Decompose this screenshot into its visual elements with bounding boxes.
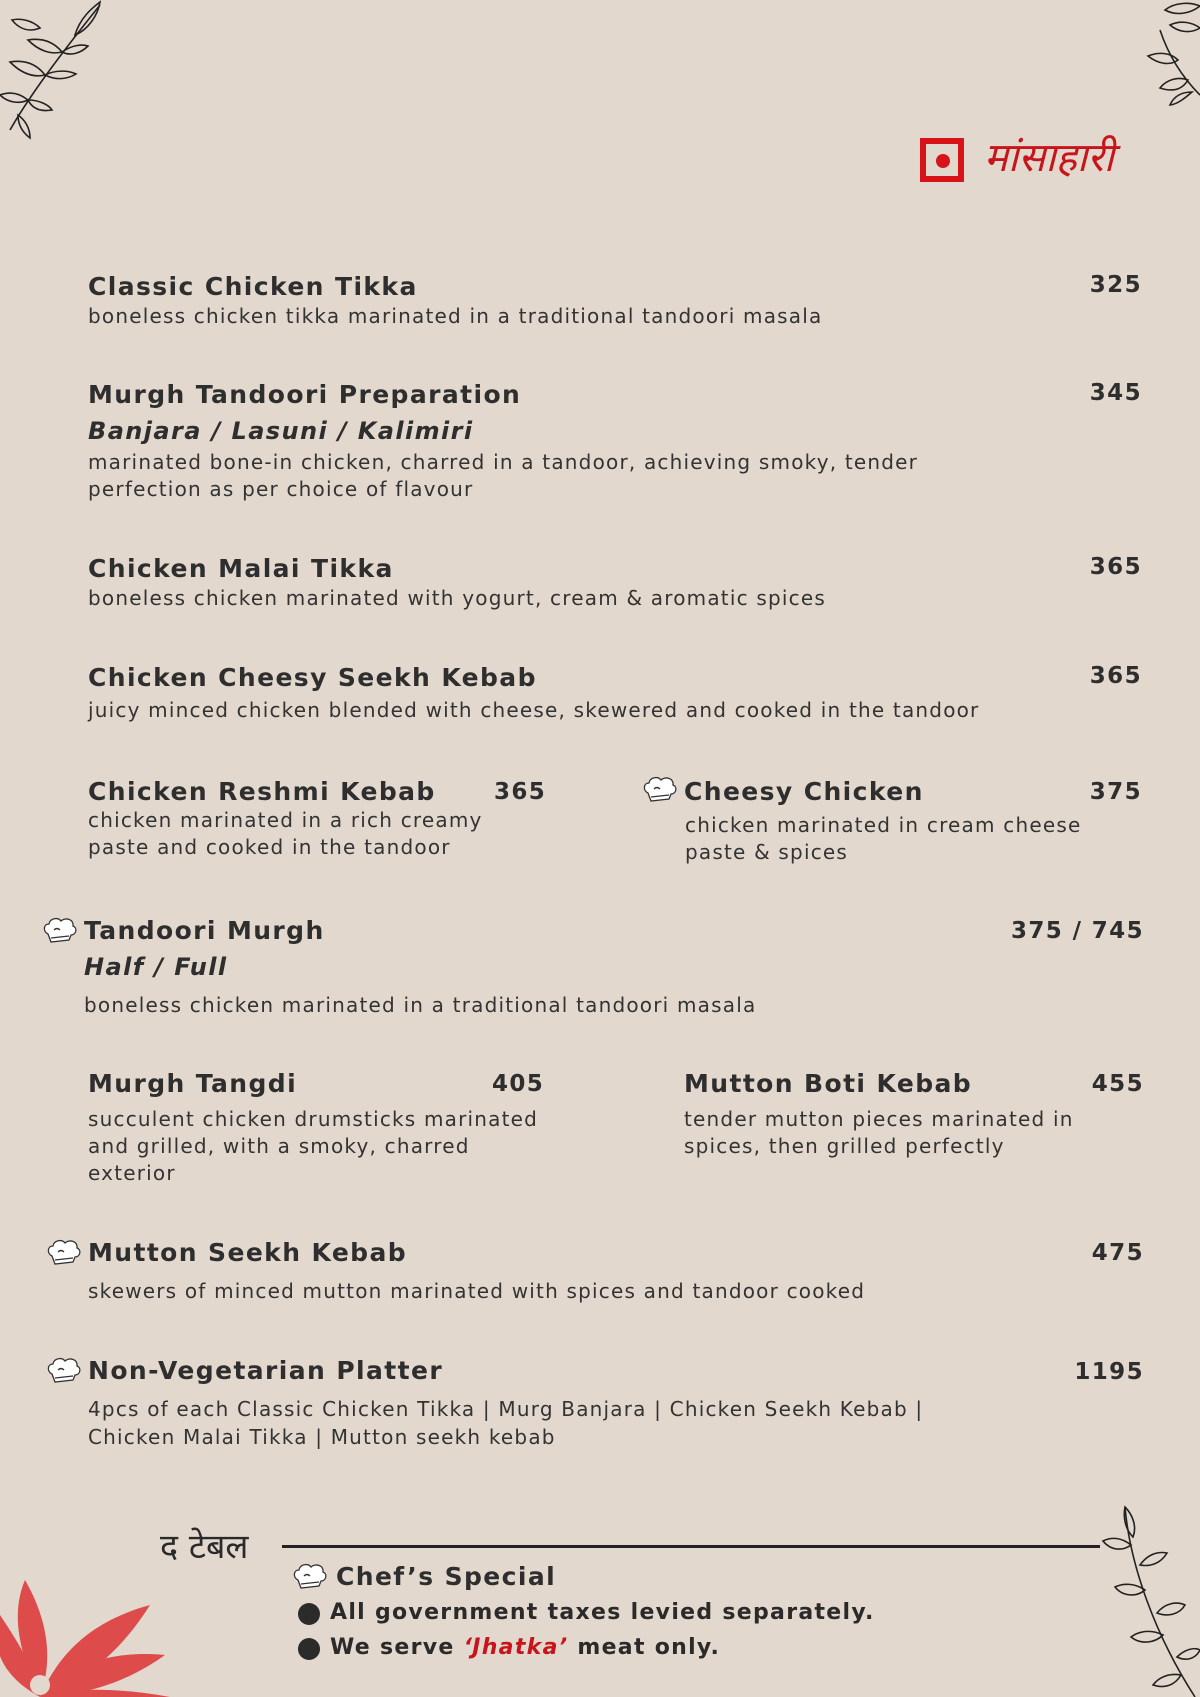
leaf-branch-bottom-right-icon [1085,1505,1200,1697]
chef-hat-icon [42,916,78,946]
item-name: Murgh Tandoori Preparation [88,380,522,409]
item-desc: 4pcs of each Classic Chicken Tikka | Murg Banjara | Chicken Seekh Kebab | [88,1397,924,1421]
item-price: 365 [1089,554,1142,580]
item-desc: perfection as per choice of flavour [88,477,474,501]
item-desc: boneless chicken marinated with yogurt, cream & aromatic spices [88,586,826,610]
item-name: Murgh Tangdi [88,1069,298,1098]
item-name: Cheesy Chicken [684,777,924,806]
item-desc: chicken marinated in a rich creamy [88,808,483,832]
section-title: मांसाहारी [984,135,1114,181]
bullet-icon [298,1603,320,1625]
item-desc: spices, then grilled perfectly [684,1134,1005,1158]
item-price: 365 [1089,663,1142,689]
bullet-icon [298,1638,320,1660]
item-desc: boneless chicken tikka marinated in a traditional tandoori masala [88,304,823,328]
item-options: Half / Full [84,953,228,981]
item-desc: paste & spices [685,840,849,864]
item-price: 475 [1091,1240,1144,1266]
item-name: Mutton Boti Kebab [684,1069,973,1098]
item-name: Classic Chicken Tikka [88,272,418,301]
item-desc: Chicken Malai Tikka | Mutton seekh kebab [88,1425,556,1449]
chef-special-label: Chef’s Special [336,1562,557,1591]
item-name: Chicken Reshmi Kebab [88,777,436,806]
item-price: 1195 [1074,1359,1144,1385]
footer-divider [282,1545,1100,1548]
item-desc: marinated bone-in chicken, charred in a tandoor, achieving smoky, tender [88,450,919,474]
note-text: We serve [330,1635,464,1660]
item-price: 345 [1089,380,1142,406]
item-price: 455 [1091,1071,1144,1097]
item-price: 405 [492,1071,545,1097]
chef-hat-icon [292,1562,328,1592]
item-name: Chicken Malai Tikka [88,554,394,583]
chef-hat-icon [46,1356,82,1386]
non-veg-symbol-icon [920,138,964,182]
jhatka-highlight: ‘Jhatka’ [463,1635,569,1660]
leaf-branch-top-left-icon [0,0,110,150]
item-desc: and grilled, with a smoky, charred [88,1134,470,1158]
item-name: Mutton Seekh Kebab [88,1238,408,1267]
item-desc: exterior [88,1161,176,1185]
tax-note: All government taxes levied separately. [330,1600,875,1625]
item-name: Non-Vegetarian Platter [88,1356,444,1385]
item-desc: chicken marinated in cream cheese [685,813,1082,837]
jhatka-note [330,1635,720,1660]
item-desc: succulent chicken drumsticks marinated [88,1107,539,1131]
chef-hat-icon [46,1238,82,1268]
note-text: meat only. [568,1635,721,1660]
item-desc: juicy minced chicken blended with cheese, skewered and cooked in the tandoor [88,698,980,722]
item-options: Banjara / Lasuni / Kalimiri [88,417,474,445]
item-desc: paste and cooked in the tandoor [88,835,451,859]
brand-name: द टेबल [160,1527,249,1567]
chef-hat-icon [642,775,678,805]
flower-logo-icon [0,1535,180,1697]
item-price: 375 [1089,779,1142,805]
item-price: 365 [494,779,547,805]
item-price: 325 [1089,272,1142,298]
item-name: Chicken Cheesy Seekh Kebab [88,663,537,692]
item-desc: boneless chicken marinated in a traditional tandoori masala [84,993,757,1017]
item-price: 375 / 745 [1010,918,1144,944]
leaf-branch-top-right-icon [1130,0,1200,110]
item-desc: skewers of minced mutton marinated with spices and tandoor cooked [88,1279,866,1303]
item-name: Tandoori Murgh [84,916,325,945]
item-desc: tender mutton pieces marinated in [684,1107,1074,1131]
